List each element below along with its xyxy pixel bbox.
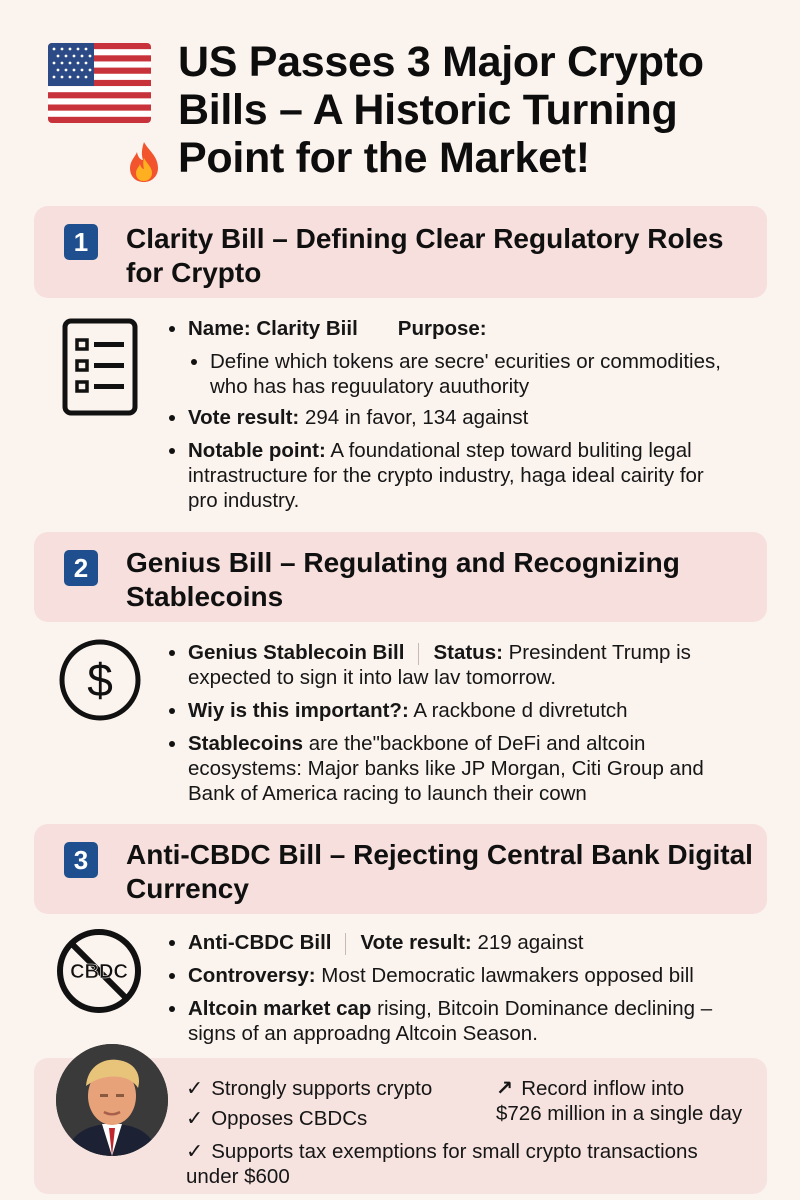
portrait-avatar: [56, 1044, 168, 1156]
list-item: Wiy is this important?: A rackbone d divretutch: [166, 698, 746, 723]
trump-support-panel: [34, 1058, 767, 1194]
check-icon: ✓: [186, 1107, 204, 1130]
section-2-bullets: [166, 640, 746, 814]
section-2-header: [34, 532, 767, 622]
fire-emoji-icon: [124, 140, 164, 184]
us-flag-icon: [48, 43, 151, 123]
section-1-header: [34, 206, 767, 298]
section-number-badge: 1: [64, 224, 98, 260]
list-item: Genius Stablecoin Bill Status: Presindent Trump is expected to sign it into law lav tomorrow.: [166, 640, 746, 690]
list-item: Controversy: Most Democratic lawmakers opposed bill: [166, 963, 756, 988]
check-icon: ✓: [186, 1140, 204, 1163]
document-list-icon: [62, 318, 138, 416]
section-3-bullets: [166, 930, 756, 1054]
section-title: Clarity Bill – Defining Clear Regulatory Roles for Crypto: [126, 223, 724, 288]
check-icon: ✓: [186, 1077, 204, 1100]
support-item: ✓ Opposes CBDCs: [186, 1107, 368, 1130]
list-item: Stablecoins are the"backbone of DeFi and altcoin ecosystems: Major banks like JP Morgan, Citi Group and Bank of America racing to launch their cown: [166, 731, 746, 806]
support-item: ✓ Strongly supports crypto: [186, 1077, 433, 1100]
page-header: [0, 0, 800, 200]
svg-text:$: $: [87, 654, 113, 706]
support-item: ✓ Supports tax exemptions for small crypto transactions under $600: [186, 1140, 698, 1188]
dollar-circle-icon: [58, 638, 142, 722]
list-item: Define which tokens are secre' ecurities or commodities, who has has reguulatory auuthority: [166, 349, 736, 399]
section-number-badge: 3: [64, 842, 98, 878]
section-title: Anti-CBDC Bill – Rejecting Central Bank Digital Currency: [126, 839, 753, 904]
section-title: Genius Bill – Regulating and Recognizing Stablecoins: [126, 547, 680, 612]
list-item: Anti-CBDC Bill Vote result: 219 against: [166, 930, 756, 955]
list-item: Altcoin market cap rising, Bitcoin Dominance declining – signs of an approadng Altcoin Season.: [166, 996, 756, 1046]
list-item: Notable point: A foundational step toward buliting legal intrastructure for the crypto industry, haga ideal cairity for pro industry.: [166, 438, 736, 513]
section-3-header: [34, 824, 767, 914]
section-number-badge: 2: [64, 550, 98, 586]
cbdc-icon-text: CBDC: [70, 961, 128, 983]
list-item: Vote result: 294 in favor, 134 against: [166, 405, 736, 430]
section-1-bullets: [166, 316, 736, 521]
no-cbdc-icon: [54, 926, 144, 1016]
inflow-note: ↗ Record inflow into $726 million in a single day: [496, 1077, 743, 1125]
trend-up-icon: ↗: [496, 1077, 514, 1100]
list-item: Name: Clarity Biil Purpose:: [166, 316, 736, 341]
page-title: US Passes 3 Major Crypto Bills – A Historic Turning Point for the Market!: [178, 38, 704, 182]
